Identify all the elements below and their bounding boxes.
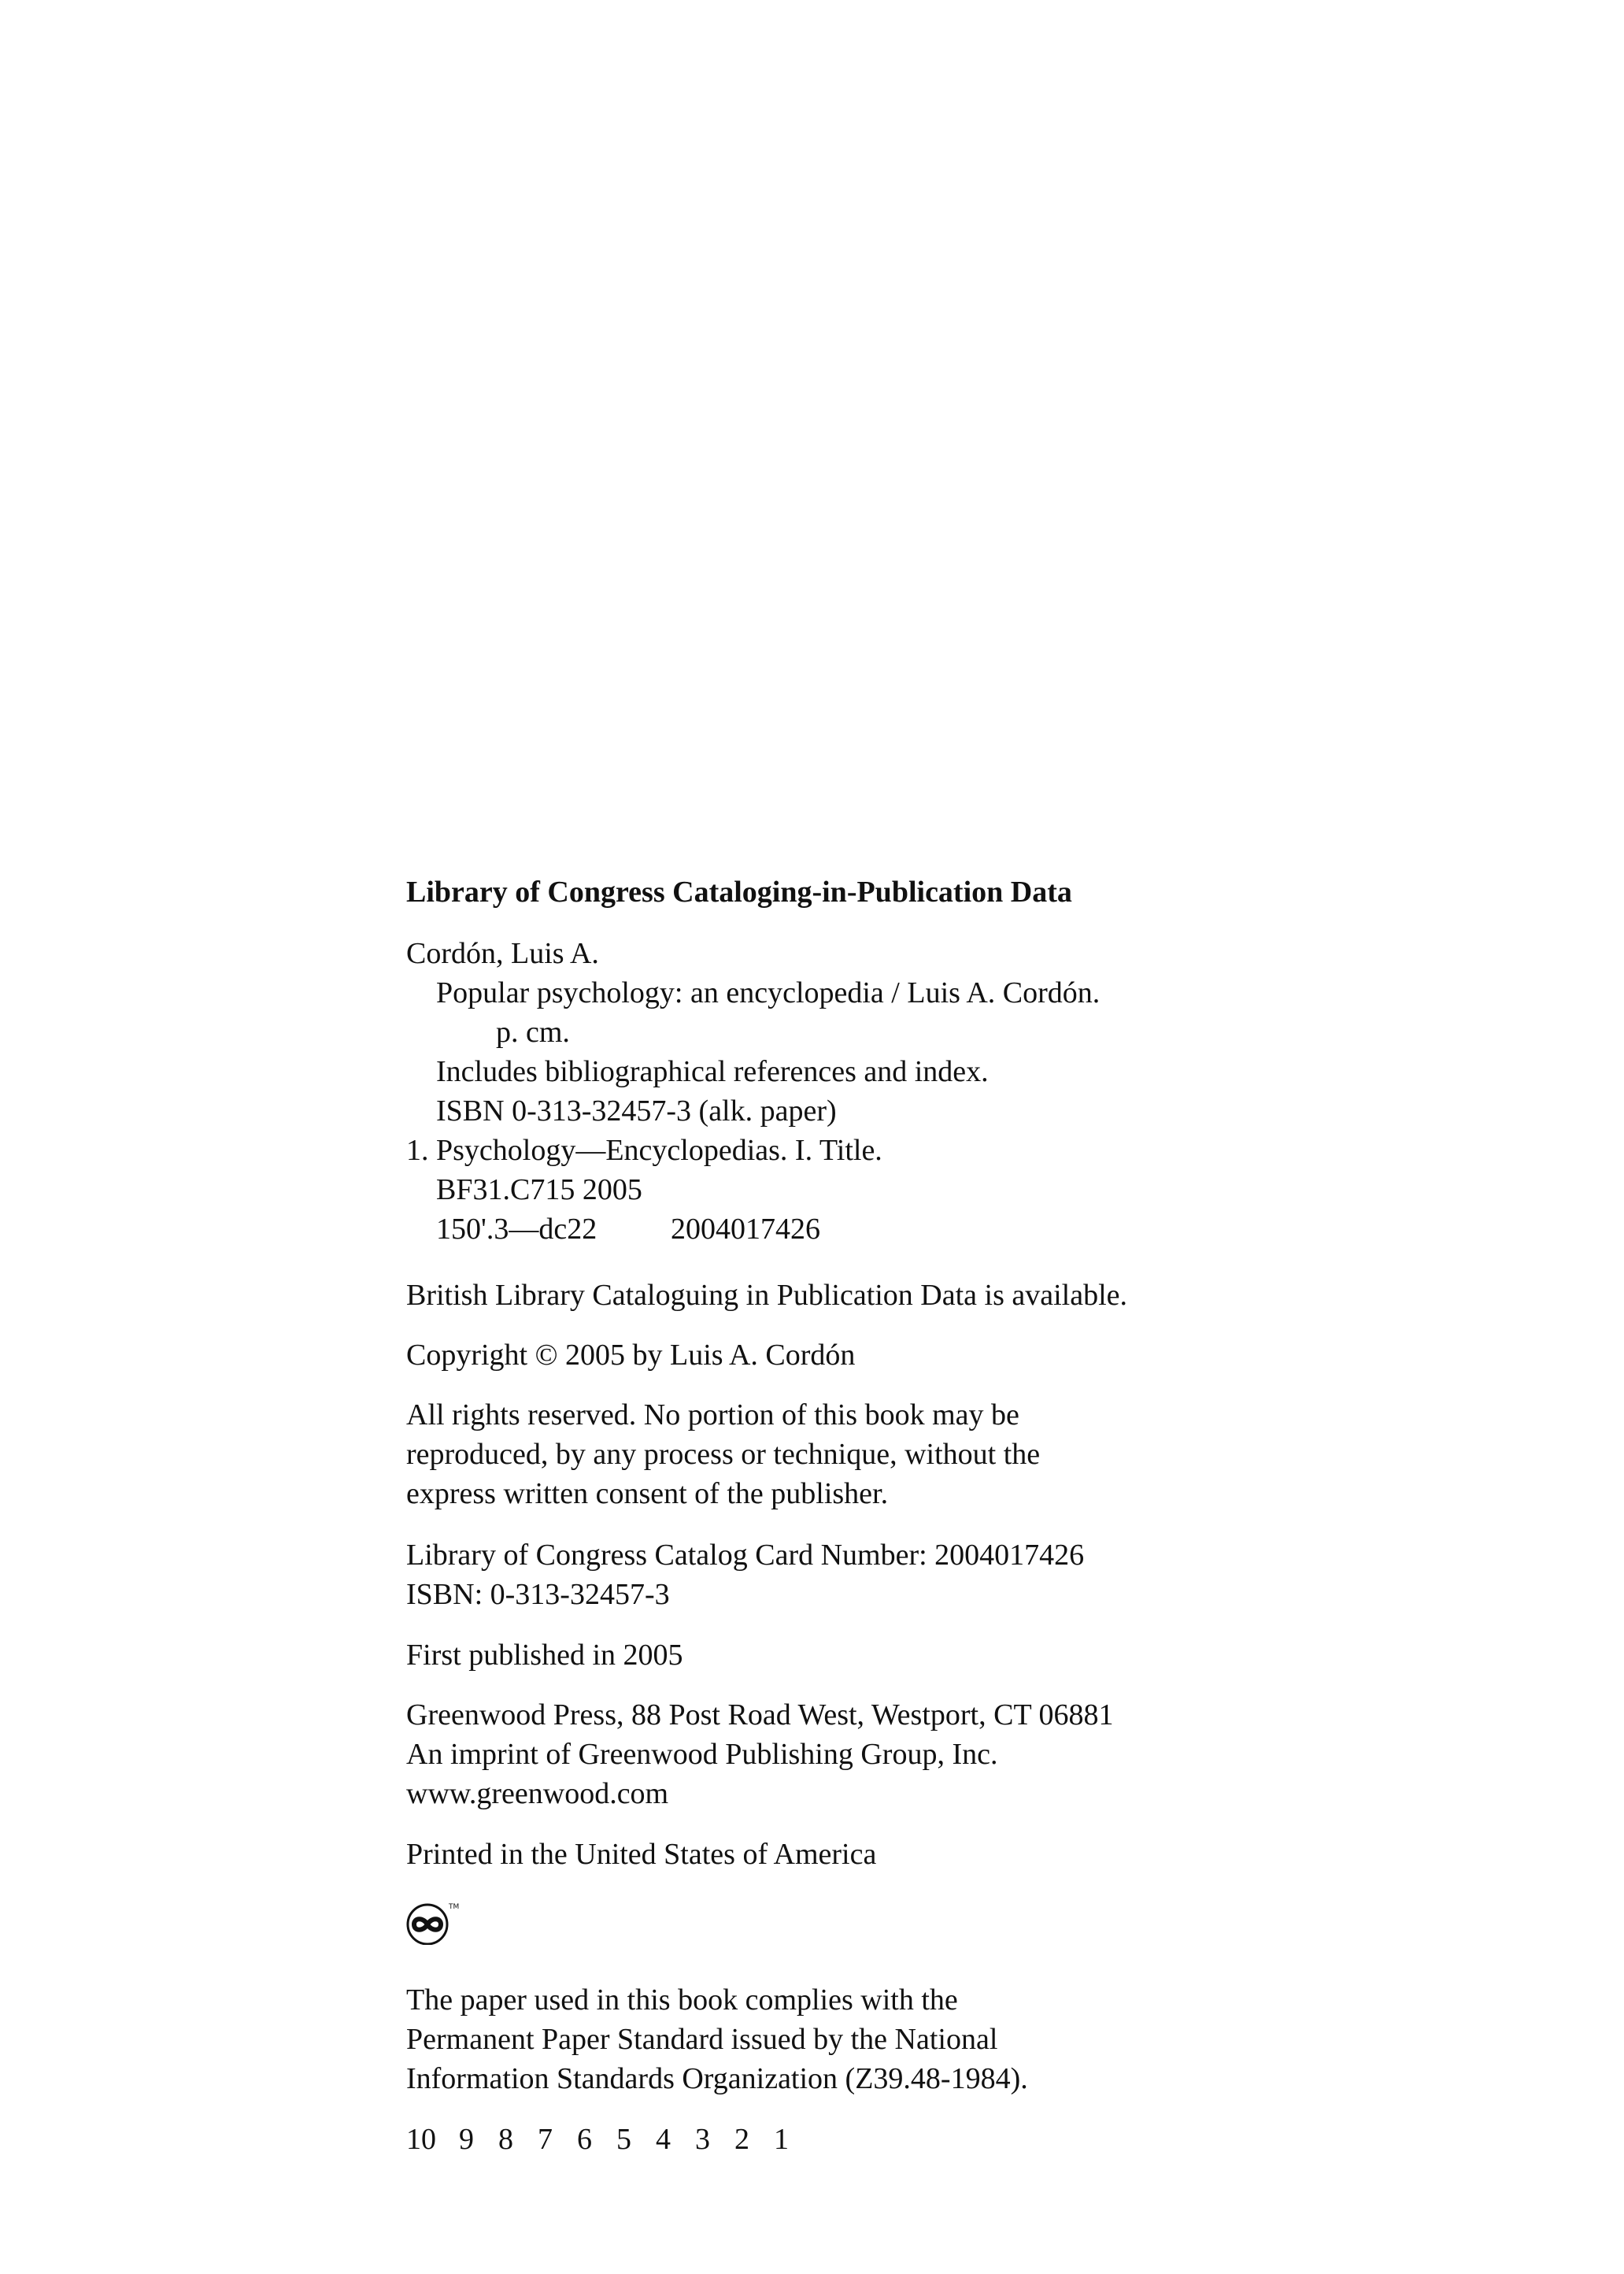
- publisher-website: www.greenwood.com: [406, 1777, 669, 1810]
- printer-key-number: 3: [695, 2123, 710, 2156]
- publisher-address: Greenwood Press, 88 Post Road West, Westport, CT 06881: [406, 1698, 1114, 1731]
- printed-in-text: Printed in the United States of America: [406, 1838, 877, 1871]
- rights-line-2: reproduced, by any process or technique, without the: [406, 1438, 1041, 1471]
- catalog-info: [406, 1535, 1084, 1614]
- catalog-card-number: Library of Congress Catalog Card Number: 2004017426: [406, 1539, 1085, 1572]
- printed-in: [406, 1835, 876, 1874]
- publisher-info: [406, 1695, 1113, 1813]
- british-library-text: British Library Cataloguing in Publication Data is available.: [406, 1279, 1128, 1312]
- infinity-paper-icon: [405, 1898, 460, 1945]
- cip-subjects: 1. Psychology—Encyclopedias. I. Title.: [406, 1134, 882, 1167]
- cip-call-number: BF31.C715 2005: [436, 1173, 642, 1206]
- printer-key-number: 8: [498, 2123, 513, 2156]
- cip-title-line: Popular psychology: an encyclopedia / Luis A. Cordón.: [436, 976, 1101, 1009]
- rights-line-3: express written consent of the publisher.: [406, 1477, 889, 1510]
- rights-notice: [406, 1395, 1040, 1513]
- printer-key-number: 10: [406, 2123, 436, 2156]
- cip-includes: Includes bibliographical references and index.: [436, 1055, 989, 1088]
- first-published: [406, 1635, 683, 1675]
- cip-record: [406, 934, 1100, 1249]
- printer-key-number: 6: [577, 2123, 592, 2156]
- cip-author: Cordón, Luis A.: [406, 937, 599, 970]
- printer-key-number: 4: [656, 2123, 671, 2156]
- catalog-isbn: ISBN: 0-313-32457-3: [406, 1578, 670, 1611]
- cip-heading: Library of Congress Cataloging-in-Publication Data: [406, 876, 1072, 909]
- cip-pages: p. cm.: [496, 1016, 570, 1049]
- cip-data-block: [406, 872, 1072, 912]
- copyright-text: Copyright © 2005 by Luis A. Cordón: [406, 1339, 856, 1372]
- paper-line-3: Information Standards Organization (Z39.48-1984).: [406, 2062, 1028, 2095]
- printer-key-number: 5: [616, 2123, 631, 2156]
- paper-line-1: The paper used in this book complies with the: [406, 1983, 958, 2017]
- cip-dewey: 150'.3—dc22: [436, 1213, 597, 1246]
- cip-isbn: ISBN 0-313-32457-3 (alk. paper): [436, 1094, 837, 1128]
- paper-standard-note: [406, 1980, 1028, 2098]
- paper-line-2: Permanent Paper Standard issued by the National: [406, 2023, 998, 2056]
- printer-key-number: 2: [734, 2123, 749, 2156]
- publisher-imprint: An imprint of Greenwood Publishing Group, Inc.: [406, 1738, 998, 1771]
- copyright-notice: [406, 1335, 855, 1375]
- printer-key-line: [406, 2120, 813, 2159]
- printer-key-number: 7: [538, 2123, 553, 2156]
- cip-lccn: 2004017426: [671, 1213, 820, 1246]
- printer-key-number: 1: [774, 2123, 789, 2156]
- rights-line-1: All rights reserved. No portion of this book may be: [406, 1398, 1019, 1431]
- printer-key-number: 9: [459, 2123, 474, 2156]
- cip-dewey-row: [406, 1209, 1100, 1249]
- first-published-text: First published in 2005: [406, 1639, 683, 1672]
- british-library-note: [406, 1276, 1127, 1315]
- trademark-label: TM: [449, 1903, 460, 1911]
